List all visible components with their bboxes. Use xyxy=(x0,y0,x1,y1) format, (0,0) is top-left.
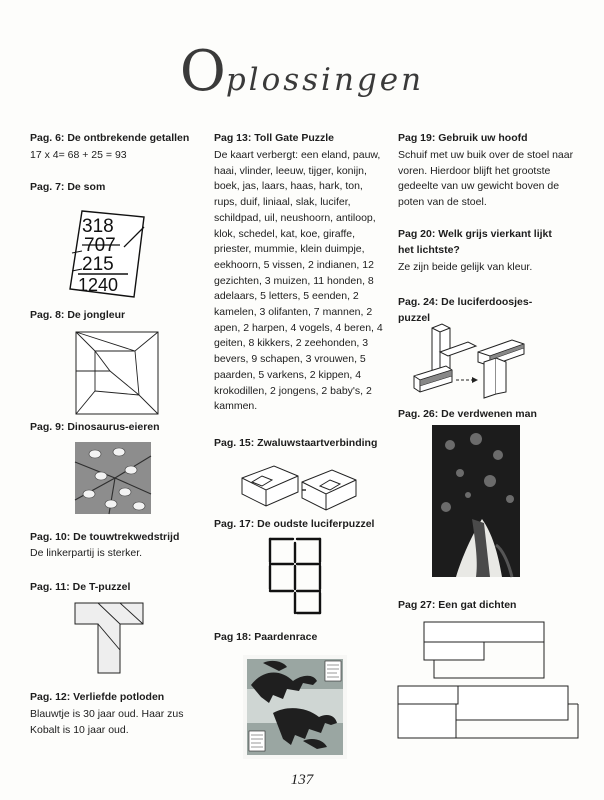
heading-pag-7: Pag. 7: De som xyxy=(30,181,106,193)
heading-pag-13: Pag 13: Toll Gate Puzzle xyxy=(214,132,335,144)
t-puzzle-diagram xyxy=(74,602,144,674)
vanished-man-image xyxy=(432,425,520,577)
match-puzzle-diagram xyxy=(266,535,324,615)
heading-pag-6: Pag. 6: De ontbrekende getallen xyxy=(30,132,190,144)
sum-line-4: 1240 xyxy=(78,275,119,295)
answer-pag-12: Blauwtje is 30 jaar oud. Haar zus Kobalt is 10 jaar oud. xyxy=(30,708,184,736)
fill-the-hole-diagram xyxy=(398,616,584,738)
heading-pag-9: Pag. 9: Dinosaurus-eieren xyxy=(30,421,160,433)
heading-pag-10: Pag. 10: De touwtrekwedstrijd xyxy=(30,531,180,543)
sum-line-3: 215 xyxy=(82,254,114,275)
sum-line-2: 707 xyxy=(84,235,116,256)
page-number: 137 xyxy=(290,772,314,788)
heading-pag-20-line1: Pag 20: Welk grijs vierkant lijkt xyxy=(398,228,552,240)
horse-race-image xyxy=(243,655,347,759)
heading-pag-20-line2: het lichtste? xyxy=(398,244,460,256)
heading-pag-24-line2: puzzel xyxy=(398,312,431,324)
dovetail-joint-illustration xyxy=(240,462,358,514)
heading-pag-19: Pag 19: Gebruik uw hoofd xyxy=(398,132,528,144)
heading-pag-18: Pag 18: Paardenrace xyxy=(214,631,318,643)
heading-pag-17: Pag. 17: De oudste luciferpuzzel xyxy=(214,518,375,530)
heading-pag-11: Pag. 11: De T-puzzel xyxy=(30,581,131,593)
answer-pag-20: Ze zijn beide gelijk van kleur. xyxy=(398,261,533,273)
dinosaur-eggs-image xyxy=(75,442,151,514)
matchbox-puzzle-illustration xyxy=(412,322,530,402)
answer-pag-13: De kaart verbergt: een eland, pauw, haai, vlinder, leeuw, tijger, konijn, boek, jas, laars, haas, hark, ton, rups, duif, liniaal, slak, lucifer, schildpad, uil, neushoorn, antiloop, klok, schedel, kat, koe, giraffe, priester, mummie, klein duimpje, eekhoorn, 5 vissen, 2 indianen, 12 gezichten, 3 muizen, 11 honden, 8 adelaars, 5 letters, 5 eenden, 2 kamelen, 3 olifanten, 7 mannen, 2 apen, 2 harpen, 4 vogels, 4 beren, 4 geiten, 8 kikkers, 2 zeehonden, 3 bevers, 9 schapen, 3 vrouwen, 5 paarden, 5 varkens, 2 kippen, 4 krokodillen, 2 jongens, 2 baby's, 2 kammen. xyxy=(214,149,383,413)
heading-pag-27: Pag 27: Een gat dichten xyxy=(398,599,517,611)
heading-pag-15: Pag. 15: Zwaluwstaartverbinding xyxy=(214,437,378,449)
juggler-square-diagram xyxy=(75,331,159,415)
heading-pag-24-line1: Pag. 24: De luciferdoosjes- xyxy=(398,296,533,308)
sum-line-1: 318 xyxy=(82,216,114,237)
heading-pag-8: Pag. 8: De jongleur xyxy=(30,309,126,321)
answer-pag-19: Schuif met uw buik over de stoel naar voren. Hierdoor blijft het grootste gedeelte van uw gewicht boven de poten van de stoel. xyxy=(398,149,574,209)
sum-card-illustration xyxy=(68,207,150,299)
page-title: Oplossingen xyxy=(179,39,425,104)
heading-pag-26: Pag. 26: De verdwenen man xyxy=(398,408,537,420)
heading-pag-12: Pag. 12: Verliefde potloden xyxy=(30,691,165,703)
answer-pag-6: 17 x 4= 68 + 25 = 93 xyxy=(30,149,127,161)
answer-pag-10: De linkerpartij is sterker. xyxy=(30,547,143,559)
